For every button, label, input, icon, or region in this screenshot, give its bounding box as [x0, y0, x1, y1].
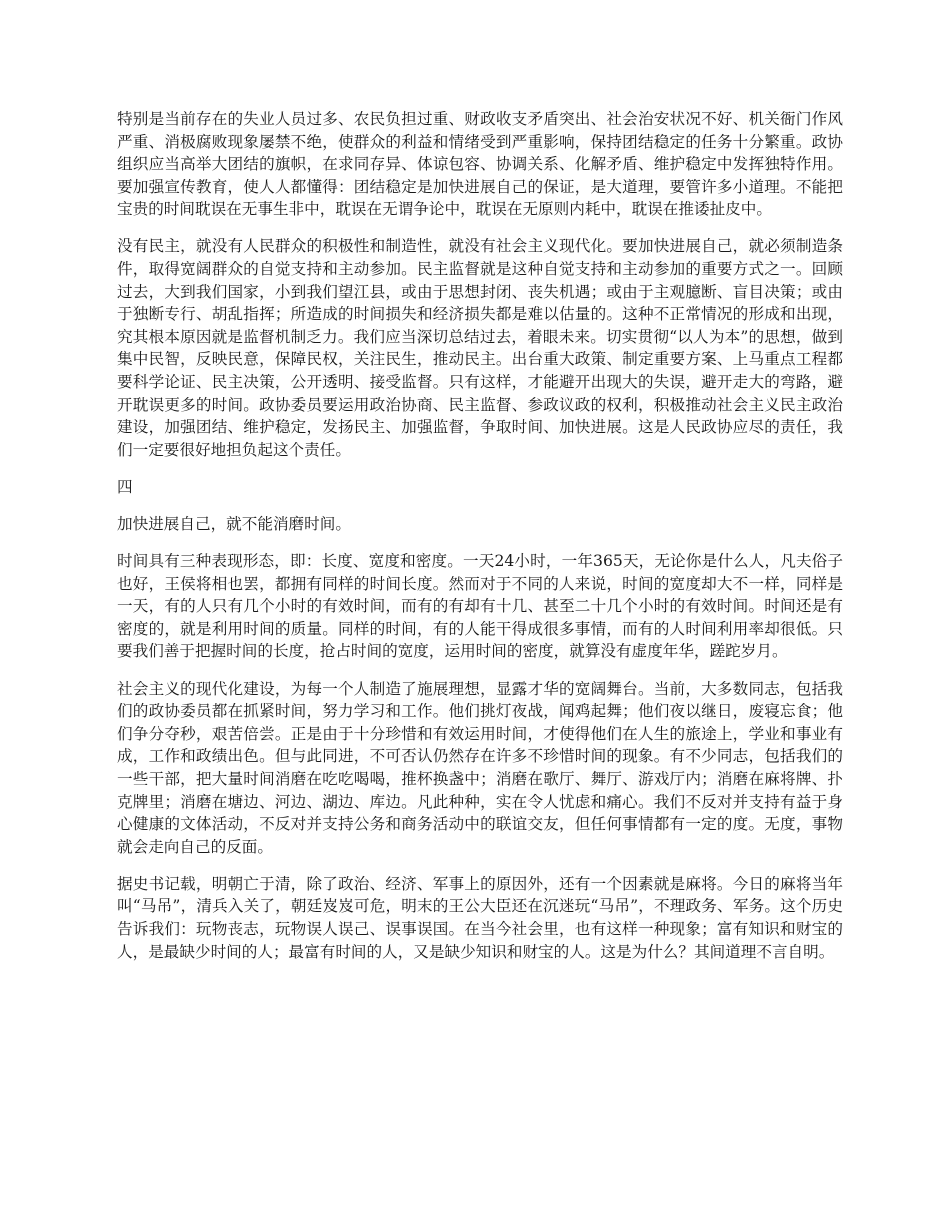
paragraph-democracy-supervision: 没有民主，就没有人民群众的积极性和制造性，就没有社会主义现代化。要加快进展自己，就必须制造条件，取得宽阔群众的自觉支持和主动参加。民主监督就是这种自觉支持和主动参加的重要方式之一。回顾过去，大到我们国家，小到我们望江县，或由于思想封闭、丧失机遇；或由于主观臆断、盲目决策；或由于独断专行、胡乱指挥；所造成的时间损失和经济损失都是难以估量的。这种不正常情况的形成和出现，究其根本原因就是监督机制乏力。我们应当深切总结过去，着眼未来。切实贯彻“以人为本”的思想，做到集中民智，反映民意，保障民权，关注民生，推动民主。出台重大政策、制定重要方案、上马重点工程都要科学论证、民主决策，公开透明、接受监督。只有这样，才能避开出现大的失误，避开走大的弯路，避开耽误更多的时间。政协委员要运用政治协商、民主监督、参政议政的权利，积极推动社会主义民主政治建设，加强团结、维护稳定，发扬民主、加强监督，争取时间、加快进展。这是人民政协应尽的责任，我们一定要很好地担负起这个责任。: [117, 237, 843, 459]
section-heading-four: 四: [117, 477, 133, 496]
paragraph-unity-stability: 特别是当前存在的失业人员过多、农民负担过重、财政收支矛盾突出、社会治安状况不好、机关衙门作风严重、消极腐败现象屡禁不绝，使群众的利益和情绪受到严重影响，保持团结稳定的任务十分繁重。政协组织应当高举大团结的旗帜，在求同存异、体谅包容、协调关系、化解矛盾、维护稳定中发挥独特作用。要加强宣传教育，使人人都懂得：团结稳定是加快进展自己的保证，是大道理，要管许多小道理。不能把宝贵的时间耽误在无事生非中，耽误在无谓争论中，耽误在无原则内耗中，耽误在推诿扯皮中。: [117, 110, 843, 219]
paragraph-mahjong-history: 据史书记载，明朝亡于清，除了政治、经济、军事上的原因外，还有一个因素就是麻将。今日的麻将当年叫“马吊”，清兵入关了，朝廷岌岌可危，明末的王公大臣还在沉迷玩“马吊”，不理政务、军务。这个历史告诉我们：玩物丧志，玩物误人误己、误事误国。在当今社会里，也有这样一种现象；富有知识和财宝的人，是最缺少时间的人；最富有时间的人，又是缺少知识和财宝的人。这是为什么？其间道理不言自明。: [117, 874, 843, 961]
paragraph-wasting-time: 社会主义的现代化建设，为每一个人制造了施展理想，显露才华的宽阔舞台。当前，大多数同志，包括我们的政协委员都在抓紧时间，努力学习和工作。他们挑灯夜战，闻鸡起舞；他们夜以继日，废寝忘食；他们争分夺秒，艰苦倍尝。正是由于十分珍惜和有效运用时间，才使得他们在人生的旅途上，学业和事业有成，工作和政绩出色。但与此同进，不可否认仍然存在许多不珍惜时间的现象。有不少同志，包括我们的一些干部，把大量时间消磨在吃吃喝喝，推杯换盏中；消磨在歌厅、舞厅、游戏厅内；消磨在麻将牌、扑克牌里；消磨在塘边、河边、湖边、库边。凡此种种，实在令人忧虑和痛心。我们不反对并支持有益于身心健康的文体活动，不反对并支持公务和商务活动中的联谊交友，但任何事情都有一定的度。无度，事物就会走向自己的反面。: [117, 679, 843, 856]
document-body: [117, 108, 843, 978]
paragraph-time-forms: 时间具有三种表现形态，即：长度、宽度和密度。一天24小时，一年365天，无论你是什么人，凡夫俗子也好，王侯将相也罢，都拥有同样的时间长度。然而对于不同的人来说，时间的宽度却大不一样，同样是一天，有的人只有几个小时的有效时间，而有的有却有十几、甚至二十几个小时的有效时间。时间还是有密度的，就是利用时间的质量。同样的时间，有的人能干得成很多事情，而有的人时间利用率却很低。只要我们善于把握时间的长度，抢占时间的宽度，运用时间的密度，就算没有虚度年华，蹉跎岁月。: [117, 552, 843, 661]
paragraph-section-thesis: 加快进展自己，就不能消磨时间。: [117, 515, 351, 533]
